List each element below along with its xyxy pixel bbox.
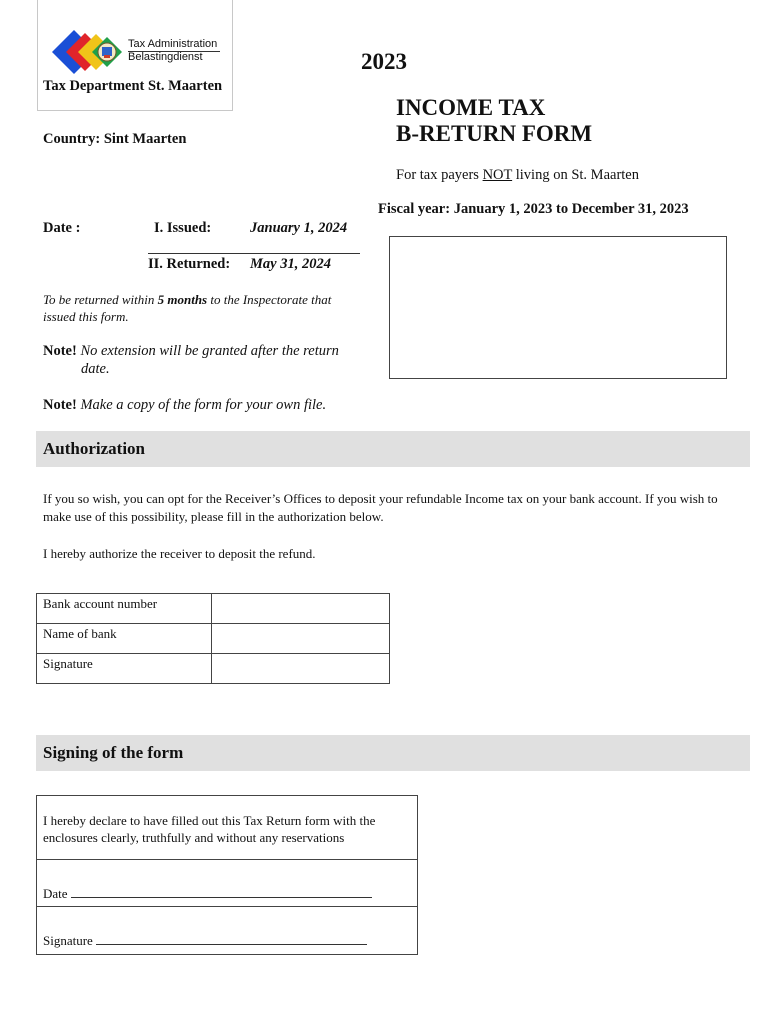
form-year: 2023: [361, 49, 407, 74]
table-row: [37, 624, 390, 654]
authorization-description: If you so wish, you can opt for the Receiver’s Offices to deposit your refundable Income tax on your bank account. If you wish to make use of this possibility, please fill in the authorization below.: [43, 491, 718, 524]
bank-name-field[interactable]: [212, 624, 390, 654]
signature-divider: [37, 906, 417, 907]
bank-signature-field[interactable]: [212, 654, 390, 684]
form-subtitle: For tax payers NOT living on St. Maarten: [396, 167, 639, 183]
date-divider: [148, 253, 360, 254]
table-row: [37, 594, 390, 624]
form-title-line2: B-RETURN FORM: [396, 121, 593, 146]
date-label: Date :: [43, 220, 81, 236]
returned-date: May 31, 2024: [250, 256, 331, 272]
table-row: [37, 654, 390, 684]
returned-label: II. Returned:: [148, 256, 231, 272]
declaration-text: I hereby declare to have filled out this Tax Return form with the enclosures clearly, truthfully and without any reservations: [43, 813, 376, 845]
bank-details-table: [36, 593, 390, 684]
date-line: [43, 885, 372, 902]
authorization-title: Authorization: [43, 439, 145, 458]
bank-account-field[interactable]: [212, 594, 390, 624]
department-name: Tax Department St. Maarten: [43, 78, 223, 94]
extension-note: Note! No extension will be granted after the return date.: [43, 343, 339, 377]
office-stamp-box: [389, 236, 727, 379]
bank-account-label: Bank account number: [37, 594, 212, 624]
tax-administration-logo-icon: [52, 24, 126, 80]
signature-line: [43, 932, 367, 949]
subtitle-emphasis: NOT: [482, 167, 513, 183]
authorization-statement: I hereby authorize the receiver to deposit the refund.: [43, 546, 316, 561]
date-field[interactable]: [71, 885, 372, 898]
declaration-divider: [37, 859, 417, 860]
issued-date: January 1, 2024: [250, 220, 348, 236]
fiscal-year: Fiscal year: January 1, 2023 to December 31, 2023: [378, 201, 689, 217]
declaration-box: [36, 795, 418, 955]
signing-title: Signing of the form: [43, 743, 184, 762]
signature-field[interactable]: [96, 932, 367, 945]
issued-label: I. Issued:: [154, 220, 212, 236]
date-line-label: Date: [43, 886, 68, 901]
signature-line-label: Signature: [43, 933, 93, 948]
authorization-section-header: [36, 431, 750, 467]
return-deadline-note: To be returned within 5 months to the Inspectorate that issued this form.: [43, 292, 332, 324]
signing-section-header: [36, 735, 750, 771]
copy-note: Note! Make a copy of the form for your own file.: [43, 397, 327, 413]
logo-text-belastingdienst: Belastingdienst: [128, 51, 203, 63]
bank-name-label: Name of bank: [37, 624, 212, 654]
bank-signature-label: Signature: [37, 654, 212, 684]
logo-text-tax-administration: Tax Administration: [128, 38, 218, 50]
form-title-line1: INCOME TAX: [396, 95, 546, 120]
country-label: Country: Sint Maarten: [43, 131, 187, 147]
